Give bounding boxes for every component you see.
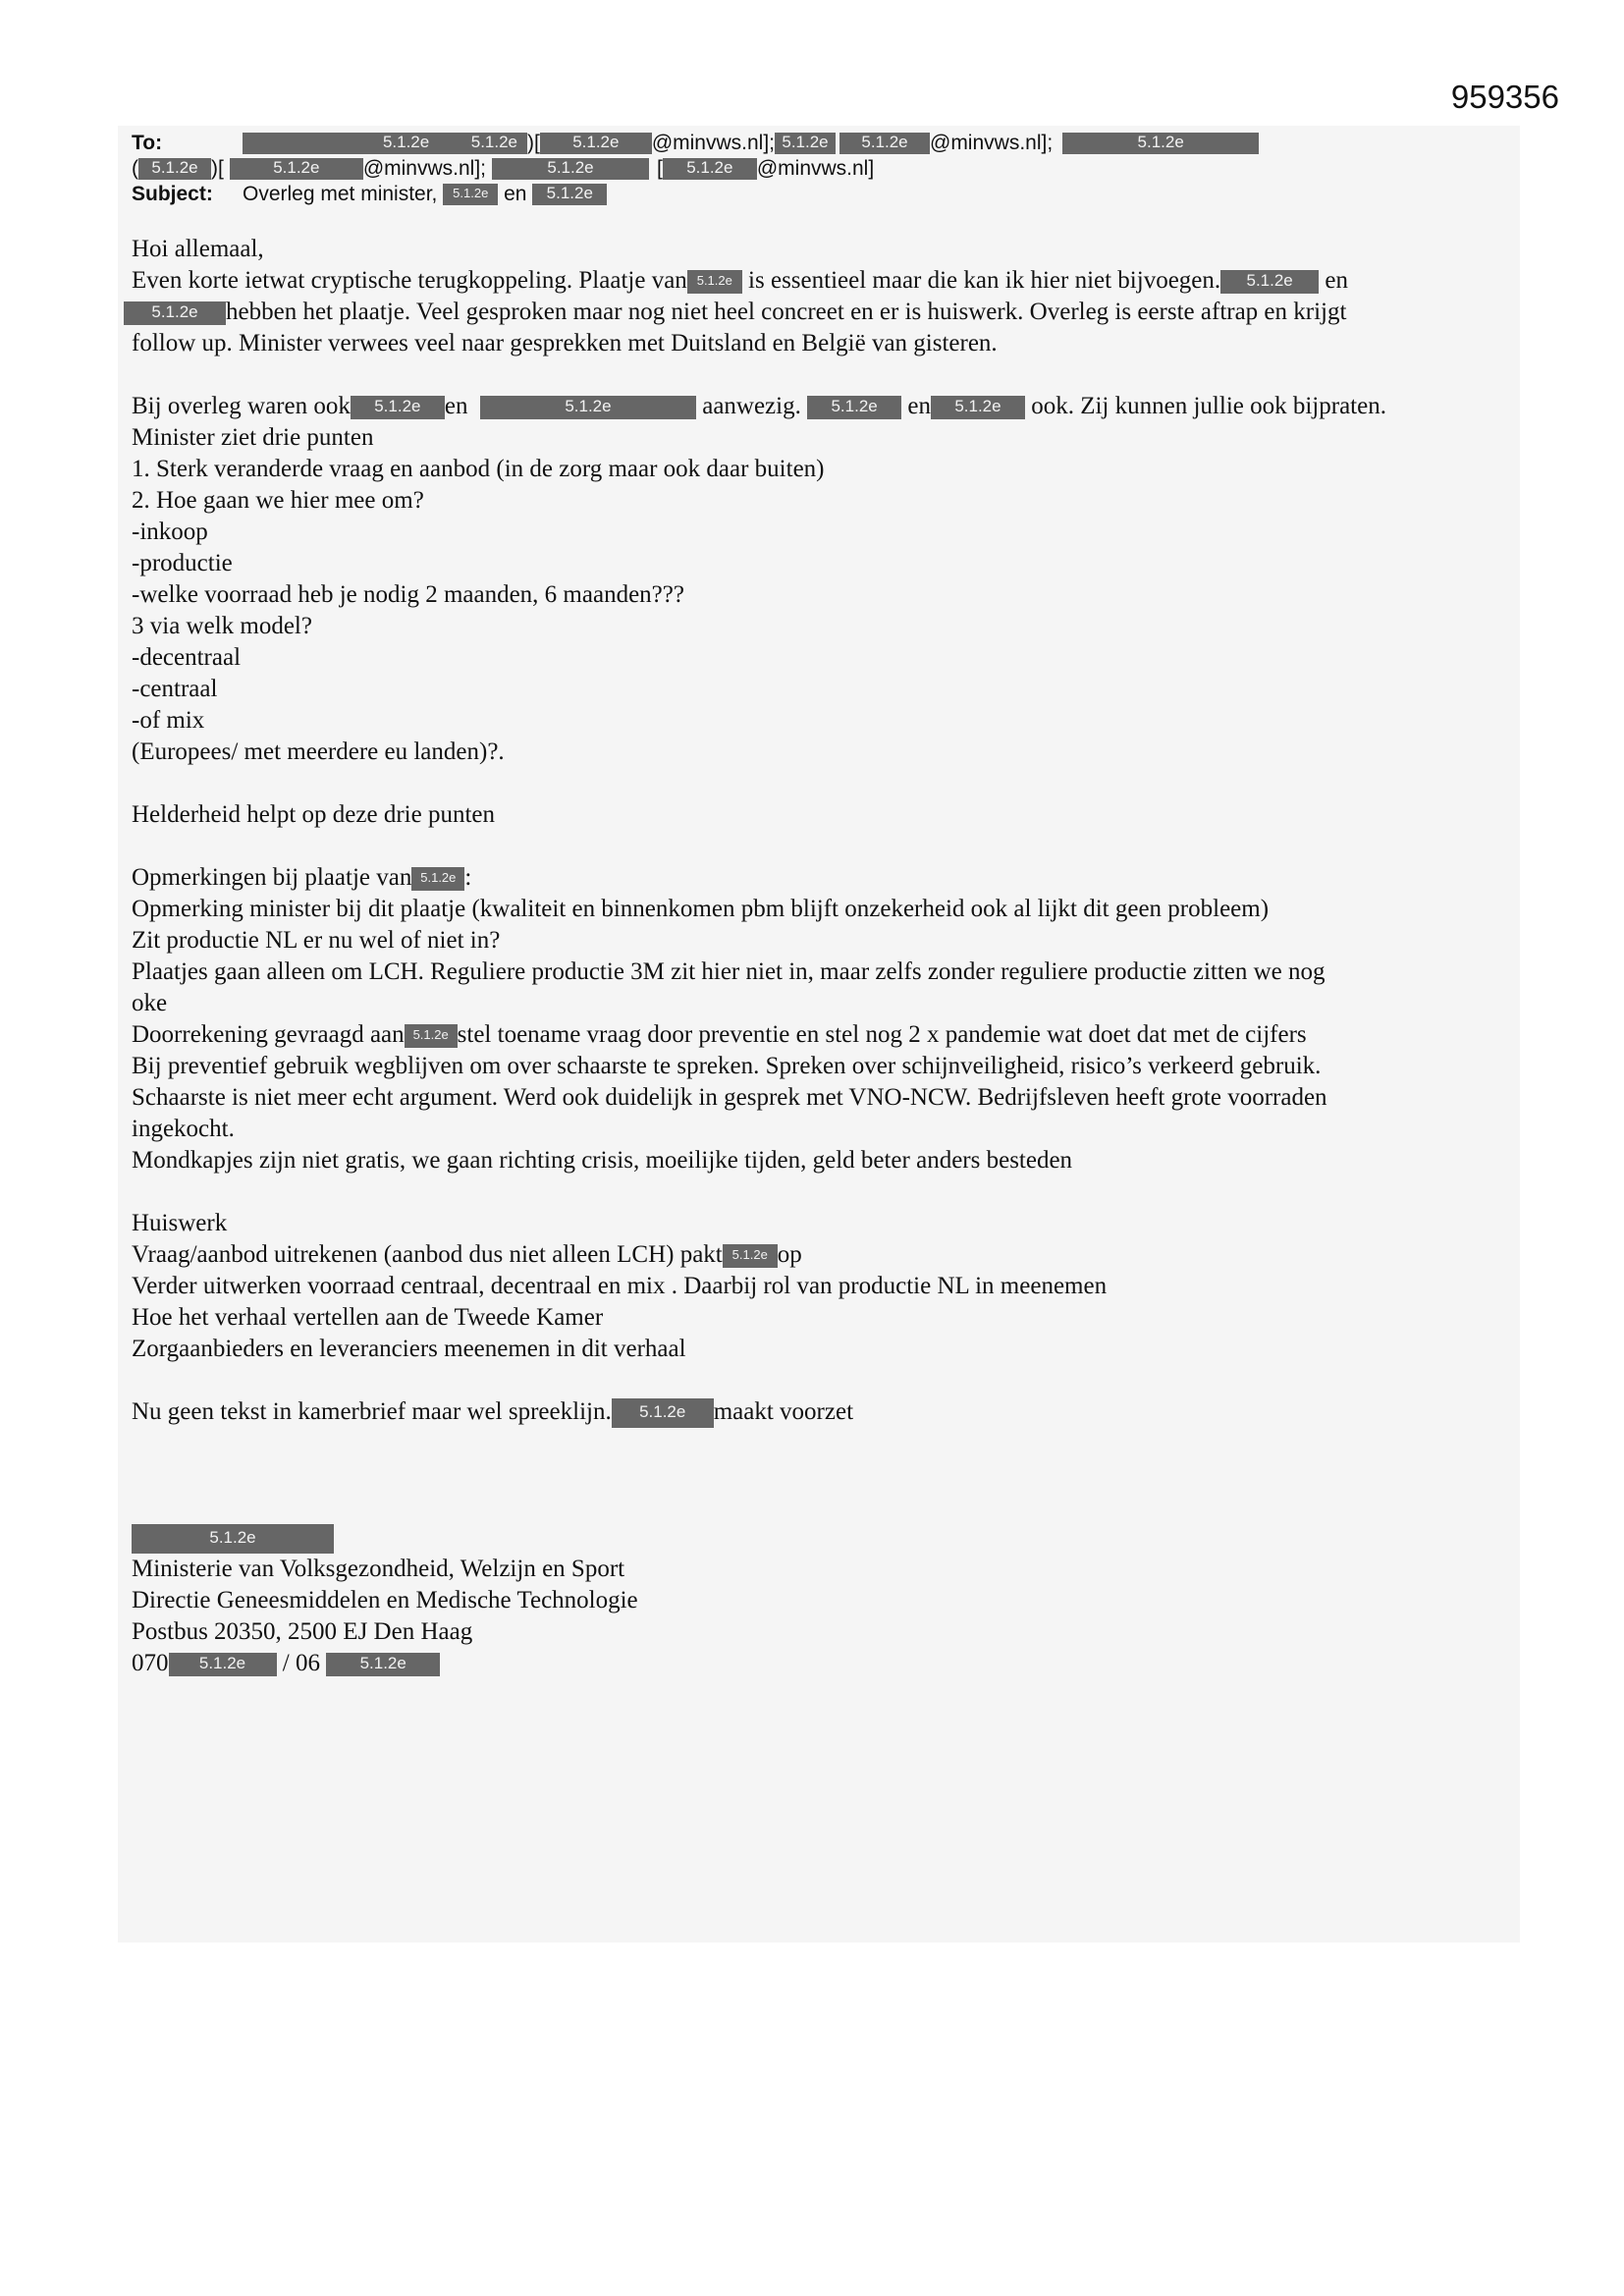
body-line: 1. Sterk veranderde vraag en aanbod (in de zorg maar ook daar buiten) [132, 456, 825, 482]
body-line: Plaatjes gaan alleen om LCH. Reguliere productie 3M zit hier niet in, maar zelfs zonder reguliere productie zitten we nog [132, 958, 1326, 985]
body-line: ingekocht. [132, 1116, 235, 1142]
redacted-recipient: 5.1.2e [839, 133, 930, 154]
document-number: 959356 [1450, 79, 1559, 115]
signature-name-line [132, 1522, 1506, 1554]
signature-line: Postbus 20350, 2500 EJ Den Haag [132, 1618, 473, 1645]
redacted-name: 5.1.2e [124, 301, 226, 325]
subject-line [132, 182, 1506, 207]
body-line: Mondkapjes zijn niet gratis, we gaan richting crisis, moeilijke tijden, geld beter anders besteden [132, 1147, 1073, 1174]
redacted-recipient: 5.1.2e 5.1.2e [243, 133, 527, 154]
subject-label: Subject: [132, 183, 213, 205]
body-line: Opmerkingen bij plaatje van 5.1.2e : [132, 864, 472, 891]
separator: [ [657, 157, 663, 180]
redacted-name: 5.1.2e [411, 867, 464, 891]
greeting: Hoi allemaal, [132, 236, 264, 262]
email-header [132, 131, 1506, 207]
redacted-name: 5.1.2e [807, 396, 901, 419]
redacted-recipient: 5.1.2e [138, 158, 211, 180]
redacted-signature-name: 5.1.2e [132, 1524, 334, 1554]
redacted-name: 5.1.2e [612, 1398, 714, 1428]
body-line: oke [132, 990, 168, 1016]
body-line: Verder uitwerken voorraad centraal, decentraal en mix . Daarbij rol van productie NL in meenemen [132, 1273, 1108, 1299]
redacted-name: 5.1.2e [351, 396, 445, 419]
body-line: Bij overleg waren ook 5.1.2e en 5.1.2e aanwezig. 5.1.2e en 5.1.2e ook. Zij kunnen jullie ook bijpraten. [132, 393, 1386, 419]
redacted-phone: 5.1.2e [169, 1653, 277, 1676]
body-line: Huiswerk [132, 1210, 228, 1236]
body-line: Nu geen tekst in kamerbrief maar wel spreeklijn. 5.1.2e maakt voorzet [132, 1396, 1506, 1428]
body-line: Schaarste is niet meer echt argument. Werd ook duidelijk in gesprek met VNO-NCW. Bedrijfsleven heeft grote voorraden [132, 1084, 1327, 1111]
redacted-name: 5.1.2e [480, 396, 696, 419]
body-line: -productie [132, 550, 233, 576]
email-body [132, 234, 1506, 1679]
separator: )[ [211, 157, 224, 180]
email-domain: @minvws.nl]; [930, 132, 1054, 154]
body-line: Vraag/aanbod uitrekenen (aanbod dus niet alleen LCH) pakt 5.1.2e op [132, 1241, 802, 1268]
subject-en: en [504, 183, 527, 205]
body-line: -welke voorraad heb je nodig 2 maanden, 6 maanden??? [132, 581, 684, 608]
redacted-recipient: 5.1.2e [230, 158, 363, 180]
subject-text: Overleg met minister, [243, 183, 438, 205]
redacted-name: 5.1.2e [405, 1024, 458, 1048]
redacted-name: 5.1.2e [931, 396, 1025, 419]
to-label: To: [132, 132, 163, 154]
email-domain: @minvws.nl]; [651, 132, 775, 154]
redacted-phone: 5.1.2e [326, 1653, 440, 1676]
body-line: 3 via welk model? [132, 613, 312, 639]
separator: ( [132, 157, 138, 180]
body-line: -centraal [132, 676, 218, 702]
body-line: 2. Hoe gaan we hier mee om? [132, 487, 424, 514]
body-line: Helderheid helpt op deze drie punten [132, 801, 495, 828]
body-line: Zorgaanbieders en leveranciers meenemen in dit verhaal [132, 1336, 686, 1362]
body-line: Hoe het verhaal vertellen aan de Tweede Kamer [132, 1304, 604, 1331]
redacted-name: 5.1.2e [443, 184, 498, 205]
body-line: follow up. Minister verwees veel naar gesprekken met Duitsland en België van gisteren. [132, 330, 998, 356]
body-line: Opmerking minister bij dit plaatje (kwaliteit en binnenkomen pbm blijft onzekerheid ook al lijkt dit geen probleem) [132, 896, 1270, 922]
body-line: Bij preventief gebruik wegblijven om over schaarste te spreken. Spreken over schijnveiligheid, risico’s verkeerd gebruik. [132, 1053, 1322, 1079]
redacted-recipient: 5.1.2e [492, 158, 649, 180]
signature-line: Directie Geneesmiddelen en Medische Technologie [132, 1587, 638, 1613]
signature-phone-line: 070 5.1.2e / 06 5.1.2e [132, 1648, 1506, 1679]
body-line: (Europees/ met meerdere eu landen)?. [132, 738, 505, 765]
redacted-name: 5.1.2e [723, 1244, 778, 1268]
body-line: -decentraal [132, 644, 242, 671]
redacted-recipient: 5.1.2e [540, 133, 652, 154]
redacted-recipient: 5.1.2e [663, 158, 757, 180]
body-line: Doorrekening gevraagd aan 5.1.2e stel toename vraag door preventie en stel nog 2 x pandemie wat doet dat met de cijfers [132, 1021, 1307, 1048]
body-line: 5.1.2e hebben het plaatje. Veel gesproken maar nog niet heel concreet en er is huiswerk. Overleg is eerste aftrap en krijgt [124, 297, 1506, 328]
email-domain: @minvws.nl]; [362, 157, 486, 180]
to-line [132, 131, 1506, 156]
redacted-recipient: 5.1.2e [775, 133, 836, 154]
signature-line: Ministerie van Volksgezondheid, Welzijn en Sport [132, 1556, 625, 1582]
body-line: Even korte ietwat cryptische terugkoppeling. Plaatje van 5.1.2e is essentieel maar die kan ik hier niet bijvoegen. 5.1.2e en [132, 267, 1348, 294]
to-line-continued [132, 156, 1506, 182]
body-line: -of mix [132, 707, 205, 734]
separator: )[ [527, 132, 540, 154]
redacted-recipient: 5.1.2e [1062, 133, 1259, 154]
redacted-name: 5.1.2e [1220, 270, 1319, 294]
redacted-name: 5.1.2e [532, 184, 607, 205]
body-line: Minister ziet drie punten [132, 424, 374, 451]
email-domain: @minvws.nl] [756, 157, 875, 180]
body-line: Zit productie NL er nu wel of niet in? [132, 927, 501, 954]
body-line: -inkoop [132, 519, 208, 545]
redacted-name: 5.1.2e [687, 270, 742, 294]
